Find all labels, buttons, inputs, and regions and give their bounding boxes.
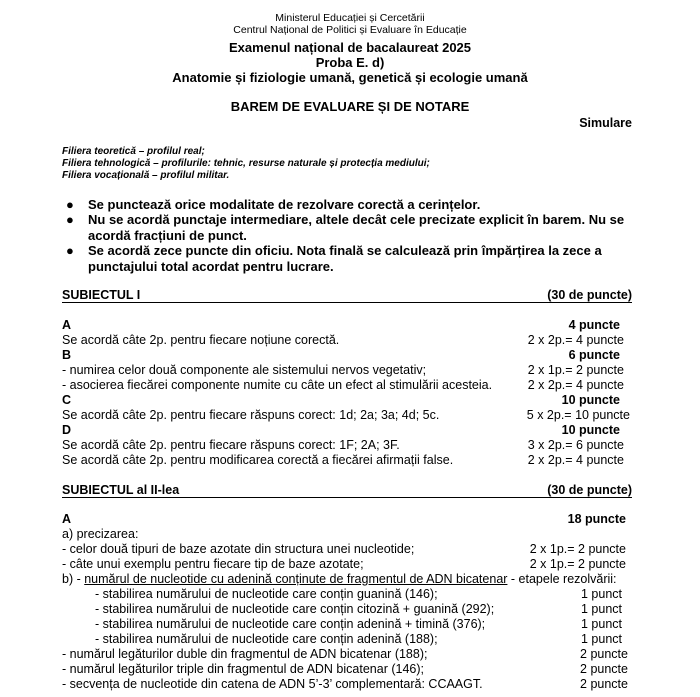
subject-1-header: [62, 288, 632, 303]
score-row: - stabilirea numărului de nucleotide care conțin adenină + timină (376); 1 punct: [95, 617, 622, 631]
score-row: - stabilirea numărului de nucleotide care conțin guanină (146); 1 punct: [95, 587, 622, 601]
score-row: - stabilirea numărului de nucleotide care conțin citozină + guanină (292); 1 punct: [95, 602, 622, 616]
track-line: Filiera teoretică – profilul real;: [62, 146, 205, 157]
page-title: BAREM DE EVALUARE ȘI DE NOTARE: [230, 99, 470, 114]
score-row: - asocierea fiecărei componente numite cu câte un efect al stimulării acesteia. 2 x 2p.= 4 puncte: [62, 378, 624, 392]
score-row: - numărul legăturilor duble din fragmentul de ADN bicatenar (188); 2 puncte: [62, 647, 628, 661]
item-a-header: A 18 puncte: [62, 512, 626, 526]
ministry-name: Ministerul Educației și Cercetării: [275, 12, 425, 24]
score-row: Se acordă câte 2p. pentru fiecare noțiune corectă. 2 x 2p.= 4 puncte: [62, 333, 624, 347]
bullet-icon: ●: [66, 197, 74, 212]
subject-2-points: (30 de puncte): [547, 483, 632, 497]
rule-item: ● Se acordă zece puncte din oficiu. Nota finală se calculează prin împărțirea la zece a punctajului total acordat pentru lucrare.: [66, 243, 602, 274]
score-row: - celor două tipuri de baze azotate din structura unei nucleotide; 2 x 1p.= 2 puncte: [62, 542, 626, 556]
item-d-header: D 10 puncte: [62, 423, 620, 437]
sub-item-label: a) precizarea:: [62, 527, 139, 541]
subject-1-title: SUBIECTUL I: [62, 288, 141, 302]
rule-item: ● Nu se acordă punctaje intermediare, altele decât cele precizate explicit în barem. Nu se acordă fracțiuni de punct.: [66, 212, 625, 243]
subject-name: Anatomie și fiziologie umană, genetică și ecologie umană: [172, 70, 528, 85]
subject-2-title: SUBIECTUL al II-lea: [62, 483, 180, 497]
center-name: Centrul Național de Politici și Evaluare în Educație: [233, 24, 467, 36]
item-a-header: A 4 puncte: [62, 318, 620, 332]
item-c-header: C 10 puncte: [62, 393, 620, 407]
score-row: Se acordă câte 2p. pentru fiecare răspuns corect: 1d; 2a; 3a; 4d; 5c. 5 x 2p.= 10 puncte: [62, 408, 630, 422]
score-row: - numirea celor două componente ale sistemului nervos vegetativ; 2 x 1p.= 2 puncte: [62, 363, 624, 377]
exam-title: Examenul național de bacalaureat 2025: [228, 40, 472, 55]
sub-item-b-header: b) - numărul de nucleotide cu adenină conținute de fragmentul de ADN bicatenar - etapele rezolvării:: [62, 572, 617, 586]
subject-2-header: [62, 483, 632, 498]
score-row: - stabilirea numărului de nucleotide care conțin adenină (188); 1 punct: [95, 632, 622, 646]
simulation-label: Simulare: [579, 116, 632, 130]
score-row: Se acordă câte 2p. pentru fiecare răspuns corect: 1F; 2A; 3F. 3 x 2p.= 6 puncte: [62, 438, 624, 452]
bullet-icon: ●: [66, 243, 74, 258]
score-row: - câte unui exemplu pentru fiecare tip de baze azotate; 2 x 1p.= 2 puncte: [62, 557, 626, 571]
score-row: Se acordă câte 2p. pentru modificarea corectă a fiecărei afirmații false. 2 x 2p.= 4 puncte: [62, 453, 624, 467]
score-row: - secvența de nucleotide din catena de ADN 5’-3’ complementară: CCAAGT. 2 puncte: [62, 677, 628, 691]
subject-1-points: (30 de puncte): [547, 288, 632, 302]
track-line: Filiera tehnologică – profilurile: tehnic, resurse naturale și protecția mediului;: [62, 158, 430, 169]
rule-item: ● Se punctează orice modalitate de rezolvare corectă a cerințelor.: [66, 197, 481, 212]
item-b-header: B 6 puncte: [62, 348, 620, 362]
test-name: Proba E. d): [315, 55, 385, 70]
bullet-icon: ●: [66, 212, 74, 227]
score-row: - numărul legăturilor triple din fragmentul de ADN bicatenar (146); 2 puncte: [62, 662, 628, 676]
track-line: Filiera vocațională – profilul militar.: [62, 170, 230, 181]
